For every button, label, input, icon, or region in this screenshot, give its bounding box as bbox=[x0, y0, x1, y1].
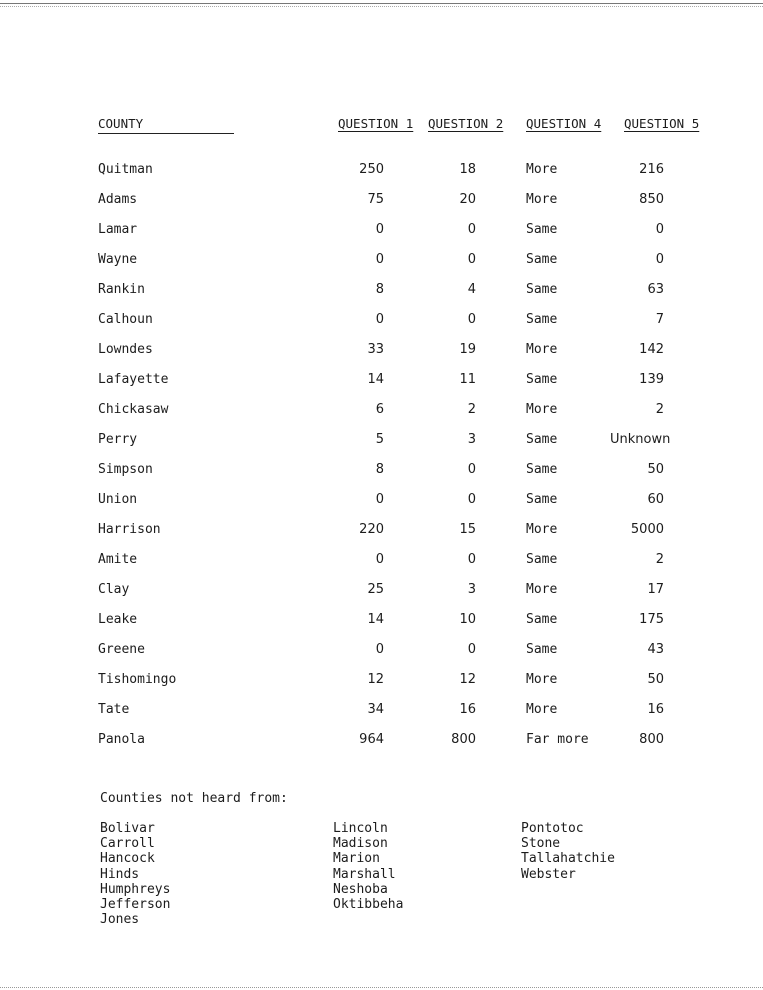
question-1-value: 250 bbox=[359, 162, 384, 177]
list-item: Jones bbox=[100, 912, 140, 928]
header-county: COUNTY bbox=[98, 116, 144, 131]
scan-edge-bottom bbox=[0, 987, 763, 988]
question-1-value: 14 bbox=[367, 372, 384, 387]
question-5-value: 7 bbox=[655, 312, 664, 327]
question-2-value: 4 bbox=[467, 282, 476, 297]
question-2-value: 11 bbox=[459, 372, 476, 387]
question-4-value: Same bbox=[526, 612, 558, 627]
question-2-value: 15 bbox=[459, 522, 476, 537]
question-1-value: 0 bbox=[375, 312, 384, 327]
table-row bbox=[0, 730, 763, 760]
table-row bbox=[0, 520, 763, 550]
county-name: Lamar bbox=[98, 222, 138, 237]
question-5-value: 17 bbox=[647, 582, 664, 597]
county-name: Wayne bbox=[98, 252, 138, 267]
table-row bbox=[0, 550, 763, 580]
question-5-value: 43 bbox=[647, 642, 664, 657]
question-1-value: 0 bbox=[375, 222, 384, 237]
question-4-value: Same bbox=[526, 252, 558, 267]
list-item: Stone bbox=[521, 836, 561, 852]
county-name: Lowndes bbox=[98, 342, 153, 357]
question-5-value: 216 bbox=[639, 162, 664, 177]
question-4-value: Same bbox=[526, 462, 558, 477]
table-row bbox=[0, 400, 763, 430]
question-4-value: Same bbox=[526, 282, 558, 297]
question-5-value: 60 bbox=[647, 492, 664, 507]
question-4-value: Far more bbox=[526, 732, 589, 747]
not-heard-title: Counties not heard from: bbox=[100, 791, 288, 806]
question-2-value: 10 bbox=[459, 612, 476, 627]
county-table bbox=[0, 160, 763, 760]
question-1-value: 6 bbox=[375, 402, 384, 417]
county-name: Tishomingo bbox=[98, 672, 177, 687]
scan-edge-top-dotted bbox=[0, 6, 763, 7]
question-2-value: 800 bbox=[451, 732, 476, 747]
list-item: Jefferson bbox=[100, 897, 171, 913]
question-5-value: 16 bbox=[647, 702, 664, 717]
question-4-value: More bbox=[526, 342, 558, 357]
county-name: Union bbox=[98, 492, 138, 507]
county-name: Leake bbox=[98, 612, 138, 627]
question-5-value: 2 bbox=[655, 552, 664, 567]
table-row bbox=[0, 220, 763, 250]
question-1-value: 33 bbox=[367, 342, 384, 357]
header-question-2: QUESTION 2 bbox=[428, 116, 504, 131]
question-4-value: More bbox=[526, 162, 558, 177]
question-2-value: 12 bbox=[459, 672, 476, 687]
list-item: Webster bbox=[521, 866, 576, 882]
scan-edge-top bbox=[0, 3, 763, 4]
question-5-value: 175 bbox=[639, 612, 664, 627]
county-name: Amite bbox=[98, 552, 138, 567]
question-2-value: 0 bbox=[467, 312, 476, 327]
question-1-value: 34 bbox=[367, 702, 384, 717]
table-row bbox=[0, 670, 763, 700]
question-2-value: 0 bbox=[467, 252, 476, 267]
not-heard-column-2 bbox=[333, 821, 403, 912]
question-5-value: 850 bbox=[639, 192, 664, 207]
question-4-value: Same bbox=[526, 552, 558, 567]
question-4-value: More bbox=[526, 522, 558, 537]
table-row bbox=[0, 460, 763, 490]
county-name: Lafayette bbox=[98, 372, 169, 387]
table-row bbox=[0, 190, 763, 220]
question-1-value: 0 bbox=[375, 642, 384, 657]
question-4-value: Same bbox=[526, 432, 558, 447]
county-name: Calhoun bbox=[98, 312, 153, 327]
table-row bbox=[0, 280, 763, 310]
question-4-value: Same bbox=[526, 492, 558, 507]
question-4-value: More bbox=[526, 402, 558, 417]
list-item: Marshall bbox=[333, 866, 396, 882]
question-2-value: 2 bbox=[467, 402, 476, 417]
table-row bbox=[0, 250, 763, 280]
county-name: Perry bbox=[98, 432, 138, 447]
list-item: Hancock bbox=[100, 851, 155, 867]
table-row bbox=[0, 640, 763, 670]
question-1-value: 220 bbox=[359, 522, 384, 537]
question-4-value: More bbox=[526, 672, 558, 687]
table-row bbox=[0, 310, 763, 340]
question-4-value: More bbox=[526, 192, 558, 207]
header-question-4: QUESTION 4 bbox=[526, 116, 602, 131]
question-1-value: 12 bbox=[367, 672, 384, 687]
question-5-value: 50 bbox=[647, 462, 664, 477]
table-row bbox=[0, 340, 763, 370]
table-row bbox=[0, 580, 763, 610]
question-4-value: More bbox=[526, 702, 558, 717]
question-1-value: 0 bbox=[375, 492, 384, 507]
table-row bbox=[0, 700, 763, 730]
question-4-value: Same bbox=[526, 312, 558, 327]
question-4-value: Same bbox=[526, 642, 558, 657]
question-2-value: 3 bbox=[467, 432, 476, 447]
question-2-value: 0 bbox=[467, 222, 476, 237]
list-item: Bolivar bbox=[100, 821, 155, 836]
question-1-value: 964 bbox=[359, 732, 384, 747]
question-2-value: 16 bbox=[459, 702, 476, 717]
header-question-5: QUESTION 5 bbox=[624, 116, 700, 131]
county-name: Chickasaw bbox=[98, 402, 169, 417]
list-item: Humphreys bbox=[100, 881, 171, 897]
question-5-value: 139 bbox=[639, 372, 664, 387]
question-1-value: 0 bbox=[375, 552, 384, 567]
county-name: Greene bbox=[98, 642, 145, 657]
question-5-value: 63 bbox=[647, 282, 664, 297]
question-5-value: 50 bbox=[647, 672, 664, 687]
question-4-value: Same bbox=[526, 372, 558, 387]
list-item: Oktibbeha bbox=[333, 897, 404, 913]
question-4-value: Same bbox=[526, 222, 558, 237]
county-name: Simpson bbox=[98, 462, 153, 477]
county-name: Rankin bbox=[98, 282, 145, 297]
question-1-value: 75 bbox=[367, 192, 384, 207]
list-item: Tallahatchie bbox=[521, 851, 615, 867]
question-1-value: 14 bbox=[367, 612, 384, 627]
question-2-value: 0 bbox=[467, 492, 476, 507]
list-item: Lincoln bbox=[333, 821, 388, 836]
table-row bbox=[0, 370, 763, 400]
question-4-value: More bbox=[526, 582, 558, 597]
county-name: Harrison bbox=[98, 522, 161, 537]
question-1-value: 0 bbox=[375, 252, 384, 267]
question-2-value: 19 bbox=[459, 342, 476, 357]
question-5-value: 142 bbox=[639, 342, 664, 357]
list-item: Neshoba bbox=[333, 881, 388, 897]
question-1-value: 8 bbox=[375, 282, 384, 297]
question-1-value: 25 bbox=[367, 582, 384, 597]
question-5-value: 5000 bbox=[630, 522, 664, 537]
county-name: Adams bbox=[98, 192, 138, 207]
county-name: Panola bbox=[98, 732, 145, 747]
question-5-value: 800 bbox=[639, 732, 664, 747]
question-2-value: 0 bbox=[467, 462, 476, 477]
question-2-value: 18 bbox=[459, 162, 476, 177]
county-name: Clay bbox=[98, 582, 130, 597]
question-5-value: 2 bbox=[655, 402, 664, 417]
question-5-value: 0 bbox=[655, 222, 664, 237]
header-county-underline bbox=[98, 133, 234, 134]
not-heard-column-1 bbox=[100, 821, 170, 927]
question-2-value: 0 bbox=[467, 642, 476, 657]
table-row bbox=[0, 160, 763, 190]
header-question-1: QUESTION 1 bbox=[338, 116, 414, 131]
table-row bbox=[0, 430, 763, 460]
list-item: Hinds bbox=[100, 866, 140, 882]
table-row bbox=[0, 490, 763, 520]
question-2-value: 20 bbox=[459, 192, 476, 207]
question-2-value: 0 bbox=[467, 552, 476, 567]
question-2-value: 3 bbox=[467, 582, 476, 597]
list-item: Marion bbox=[333, 851, 380, 867]
question-1-value: 8 bbox=[375, 462, 384, 477]
question-1-value: 5 bbox=[375, 432, 384, 447]
county-name: Tate bbox=[98, 702, 130, 717]
list-item: Pontotoc bbox=[521, 821, 584, 836]
question-5-value: 0 bbox=[655, 252, 664, 267]
not-heard-column-3 bbox=[521, 821, 615, 882]
list-item: Carroll bbox=[100, 836, 155, 852]
list-item: Madison bbox=[333, 836, 388, 852]
county-name: Quitman bbox=[98, 162, 153, 177]
table-row bbox=[0, 610, 763, 640]
question-5-value: Unknown bbox=[610, 432, 671, 447]
